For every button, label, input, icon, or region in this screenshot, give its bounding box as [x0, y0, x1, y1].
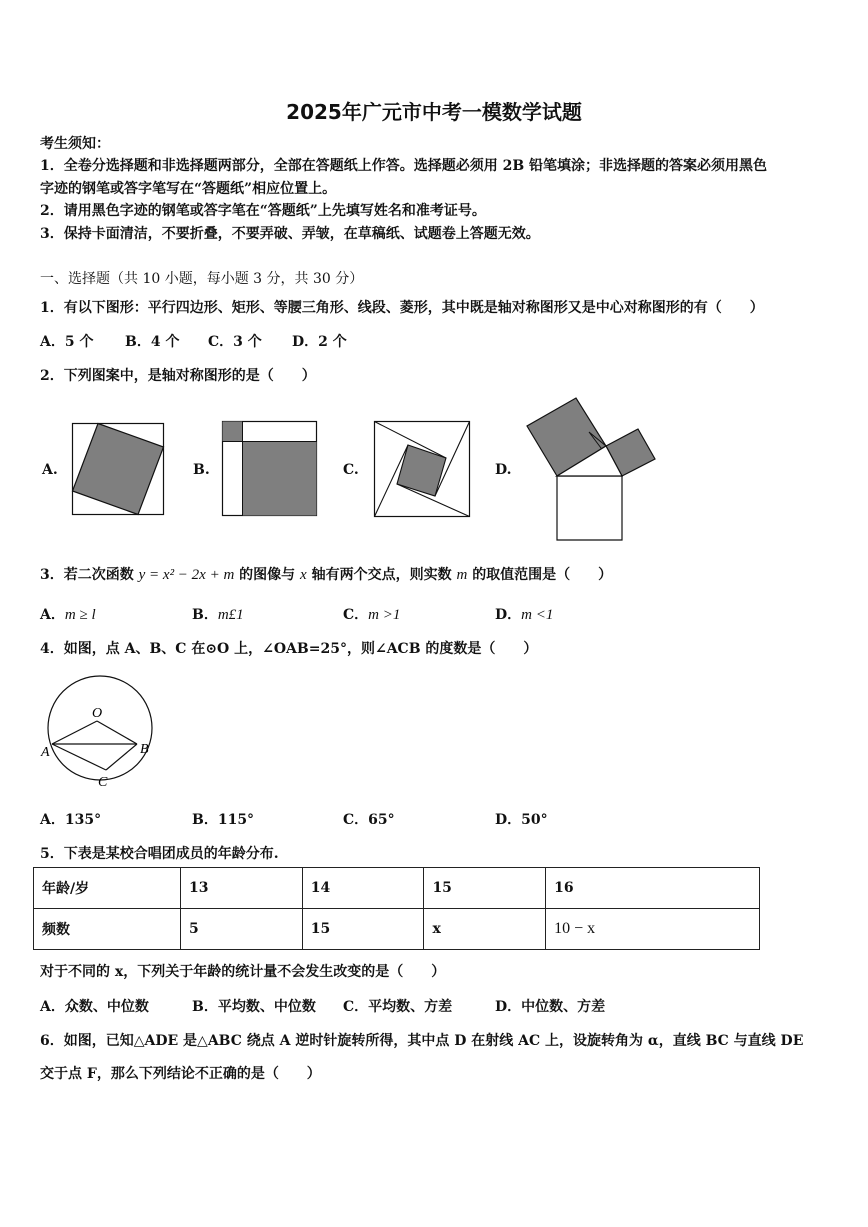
- q3-var: m: [456, 567, 468, 583]
- q5-option-d: D．中位数、方差: [495, 999, 606, 1015]
- table-cell: 10 − x: [546, 909, 760, 950]
- q6-line-1: 6．如图，已知△ADE 是△ABC 绕点 A 逆时针旋转所得，其中点 D 在射线 AC 上，设旋转角为 α，直线 BC 与直线 DE: [40, 1033, 804, 1049]
- q1-stem: 1．有以下图形：平行四边形、矩形、等腰三角形、线段、菱形，其中既是轴对称图形又是中心对称图形的有（ ）: [40, 300, 764, 316]
- q5-option-a: A．众数、中位数: [40, 999, 149, 1015]
- notice-item-1-cont: 字迹的钢笔或答字笔写在“答题纸”相应位置上。: [40, 181, 337, 197]
- q2-stem: 2．下列图案中，是轴对称图形的是（ ）: [40, 368, 316, 384]
- notice-heading: 考生须知：: [40, 136, 110, 152]
- q4-option-b: B．115°: [192, 812, 255, 828]
- q5-stem: 5．下表是某校合唱团成员的年龄分布.: [40, 846, 279, 862]
- q2-label-b: B.: [193, 462, 210, 478]
- q3-stem-pre: 3．若二次函数: [40, 567, 134, 583]
- q6-line-2: 交于点 F，那么下列结论不正确的是（ ）: [40, 1066, 321, 1082]
- q4-label-b: B: [140, 742, 149, 757]
- q2-figure-c: [374, 421, 470, 517]
- q3-stem-mid: 的图像与: [239, 567, 296, 583]
- q2-figure-b: [222, 421, 317, 516]
- q5-option-b: B．平均数、中位数: [192, 999, 316, 1015]
- q1-option-a: A．5 个: [40, 334, 94, 350]
- table-cell: 15: [302, 909, 424, 950]
- page-title: 2025年广元市中考一模数学试题: [286, 100, 582, 124]
- table-cell: x: [424, 909, 546, 950]
- table-cell: 13: [181, 868, 303, 909]
- q4-label-c: C: [98, 775, 108, 790]
- table-cell: 16: [546, 868, 760, 909]
- q4-label-a: A: [41, 745, 50, 760]
- q4-stem: 4．如图，点 A、B、C 在⊙O 上，∠OAB=25°，则∠ACB 的度数是（ ）: [40, 641, 538, 657]
- q3-stem-post: 的取值范围是（ ）: [472, 567, 613, 583]
- q2-figure-d: [520, 392, 660, 542]
- q4-option-a: A．135°: [40, 812, 102, 828]
- table-cell: 15: [424, 868, 546, 909]
- notice-item-3: 3．保持卡面清洁，不要折叠，不要弄破、弄皱，在草稿纸、试题卷上答题无效。: [40, 226, 540, 242]
- q3-axis-var: x: [300, 567, 307, 583]
- table-cell: 频数: [34, 909, 181, 950]
- q3-function: y = x² − 2x + m: [138, 567, 235, 583]
- q3-stem-mid2: 轴有两个交点，则实数: [311, 567, 452, 583]
- q4-option-d: D．50°: [495, 812, 548, 828]
- q3-stem: [40, 564, 612, 584]
- q2-label-d: D.: [495, 462, 512, 478]
- q3-option-d: D．m <1: [495, 607, 554, 623]
- notice-item-1: 1．全卷分选择题和非选择题两部分，全部在答题纸上作答。选择题必须用 2B 铅笔填涂；非选择题的答案必须用黑色: [40, 158, 768, 174]
- age-table: [33, 867, 760, 950]
- q3-option-c: C．m >1: [343, 607, 401, 623]
- q1-option-c: C．3 个: [208, 334, 262, 350]
- q5-option-c: C．平均数、方差: [343, 999, 453, 1015]
- section-heading: 一、选择题（共 10 小题，每小题 3 分，共 30 分）: [40, 271, 364, 287]
- q5-followup: 对于不同的 x，下列关于年龄的统计量不会发生改变的是（ ）: [40, 964, 446, 980]
- notice-item-2: 2．请用黑色字迹的钢笔或答字笔在“答题纸”上先填写姓名和准考证号。: [40, 203, 486, 219]
- q4-label-o: O: [92, 706, 103, 721]
- table-row: [34, 909, 760, 950]
- q1-option-b: B．4 个: [125, 334, 180, 350]
- table-cell: 5: [181, 909, 303, 950]
- q3-option-b: B．m£1: [192, 607, 244, 623]
- q4-circle-figure: [40, 670, 160, 790]
- q2-figure-a: [72, 423, 164, 515]
- table-row: [34, 868, 760, 909]
- q2-label-a: A.: [42, 462, 58, 478]
- q4-option-c: C．65°: [343, 812, 395, 828]
- q1-option-d: D．2 个: [292, 334, 347, 350]
- table-cell: 14: [302, 868, 424, 909]
- q2-label-c: C.: [343, 462, 359, 478]
- q3-option-a: A．m ≥ l: [40, 607, 96, 623]
- table-cell: 年龄/岁: [34, 868, 181, 909]
